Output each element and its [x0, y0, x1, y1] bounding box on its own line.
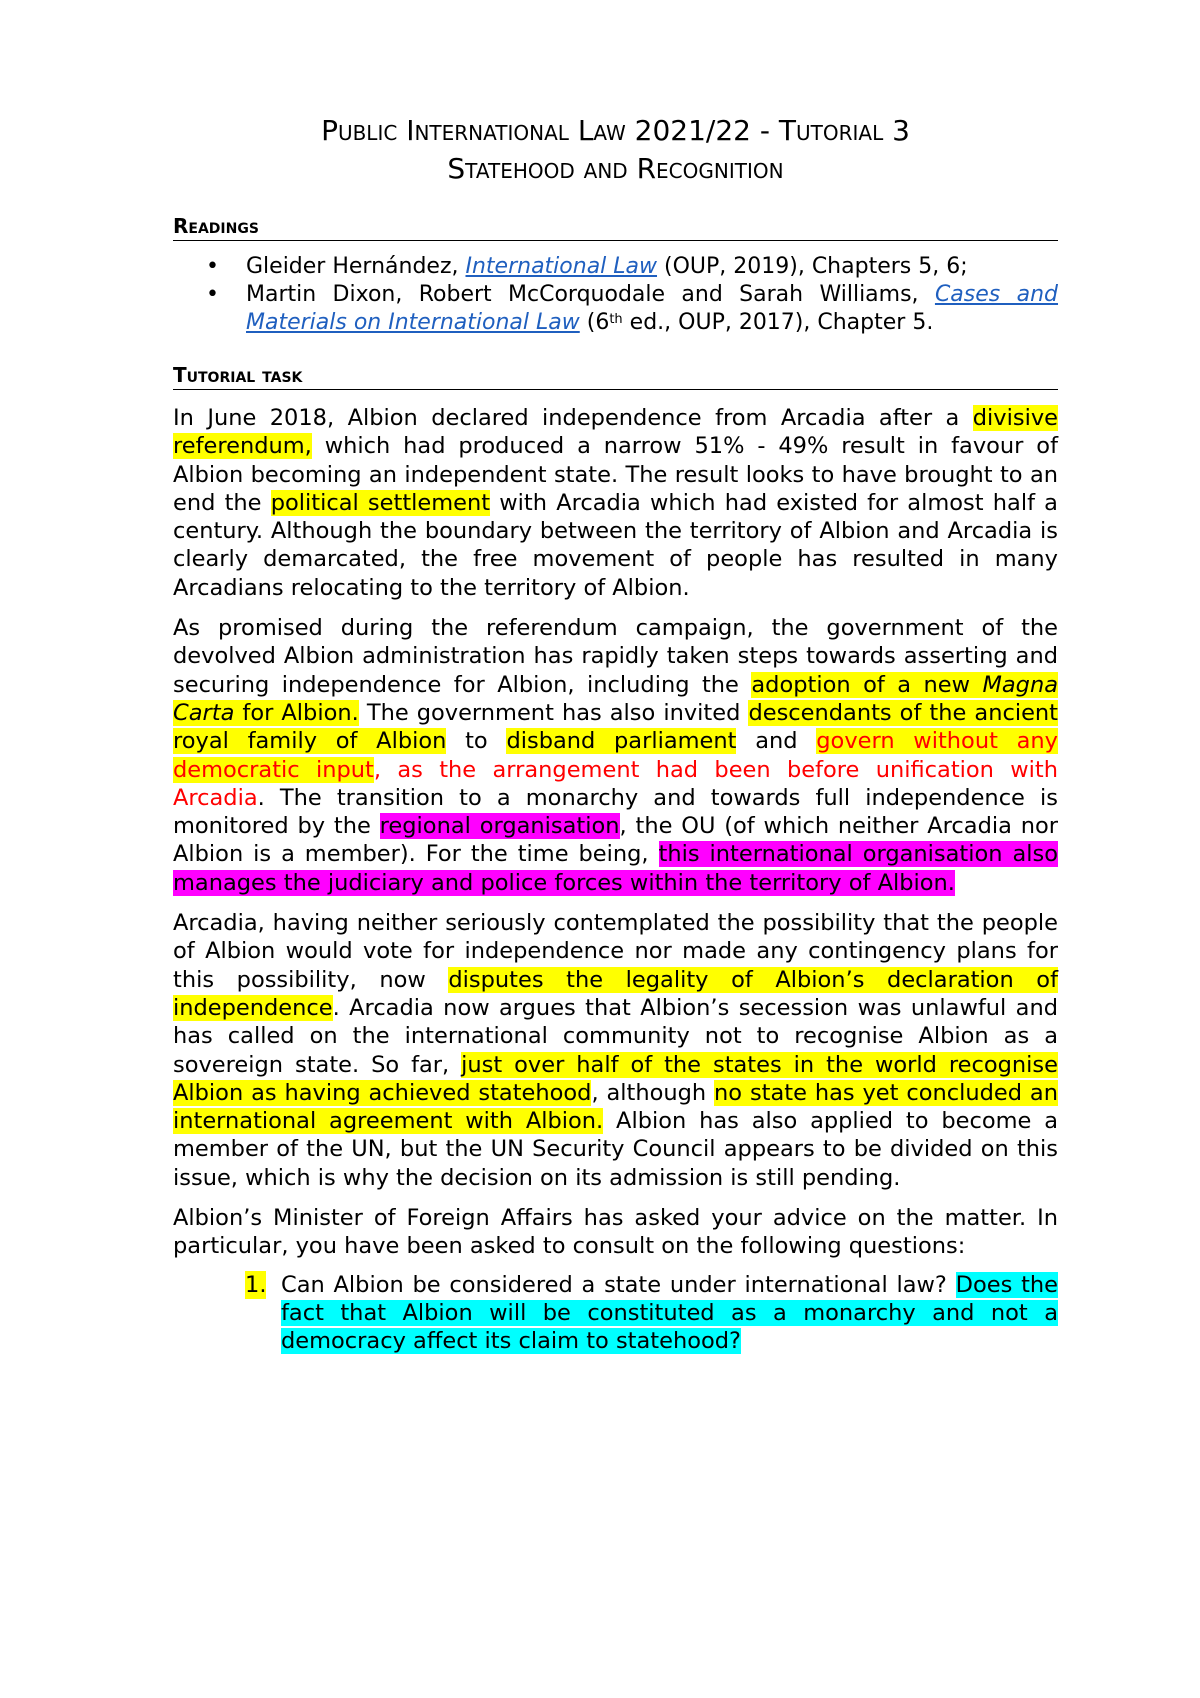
- text-run: to: [446, 728, 507, 755]
- highlight-disputes-legality: disputes the legality of Albion’s declaration of independence: [173, 966, 1058, 1021]
- readings-list: [173, 253, 1058, 337]
- highlight-judiciary-police: this international organisation also manages the judiciary and police forces within the territory of Albion.: [173, 841, 1058, 896]
- reading-item: [173, 281, 1058, 337]
- edition-superscript: th: [609, 312, 623, 327]
- tutorial-task-heading: Tutorial task: [173, 363, 1058, 390]
- reading-details: (OUP, 2019), Chapters 5, 6;: [657, 254, 968, 279]
- reading-edition: (6: [579, 310, 610, 335]
- reading-link-cases-and-materials[interactable]: Cases and Materials on International Law: [246, 282, 1059, 335]
- text-run: , the OU (of which neither Arcadia nor Albion is a member). For the time being,: [173, 813, 1058, 868]
- red-text-arrangement: , as the arrangement had been before unification with Arcadia: [173, 756, 1058, 811]
- reading-author: Gleider Hernández,: [246, 254, 466, 279]
- highlight-govern-without-input: govern without any democratic input: [173, 728, 1058, 783]
- readings-heading: Readings: [173, 214, 1058, 241]
- text-run: . The transition to a monarchy and towards full independence is monitored by the: [173, 784, 1058, 840]
- reading-link-international-law[interactable]: International Law: [465, 254, 658, 279]
- text-run: for Albion.: [234, 699, 359, 726]
- paragraph-3: [173, 909, 1058, 1192]
- bullet-icon: •: [206, 282, 219, 307]
- document-body: [173, 112, 1058, 1356]
- bullet-icon: •: [206, 254, 219, 279]
- reading-item: [173, 253, 1058, 281]
- text-run: , although: [591, 1079, 715, 1106]
- question-text: Can Albion be considered a state under international law?: [281, 1271, 956, 1298]
- reading-author: Martin Dixon, Robert McCorquodale and Sarah Williams,: [246, 282, 935, 307]
- question-number: 1.: [245, 1271, 267, 1298]
- text-run: and: [736, 728, 817, 755]
- questions-list: [173, 1271, 1058, 1356]
- highlight-recognition: just over half of the states in the world recognise Albion as having achieved statehood: [173, 1051, 1058, 1106]
- highlight-divisive-referendum: divisive referendum,: [173, 405, 1058, 460]
- text-run: which had produced a narrow 51% - 49% result in favour of Albion becoming an independent state. The result looks to have brought to an end the: [173, 433, 1058, 516]
- document-title: [173, 112, 1058, 188]
- text-run: As promised during the referendum campaign, the government of the devolved Albion administration has rapidly taken steps towards asserting and securing independence for Albion, including the: [173, 615, 1058, 698]
- magna-carta-italic: Magna Carta: [173, 671, 1058, 726]
- text-run: . Arcadia now argues that Albion’s secession was unlawful and has called on the international community not to recognise Albion as a sovereign state. So far,: [173, 994, 1058, 1078]
- highlight-political-settlement: political settlement: [270, 489, 491, 516]
- paragraph-2: [173, 614, 1058, 897]
- text-run: The government has also invited: [358, 699, 749, 726]
- highlight-regional-organisation: regional organisation: [379, 813, 620, 840]
- highlight-no-agreement: no state has yet concluded an international agreement with Albion.: [173, 1079, 1058, 1135]
- highlight-disband-parliament: disband parliament: [506, 728, 737, 755]
- question-item: [173, 1271, 1058, 1356]
- reading-details: ed., OUP, 2017), Chapter 5.: [622, 310, 934, 335]
- title-line-2: Statehood and Recognition: [447, 152, 784, 185]
- title-line-1: Public International Law 2021/22 - Tutorial 3: [321, 114, 910, 147]
- paragraph-1: [173, 404, 1058, 602]
- text-run: with Arcadia which had existed for almost half a century. Although the boundary between the territory of Albion and Arcadia is clearly demarcated, the free movement of people has resulted in many Arcadians relocating to the territory of Albion.: [173, 489, 1058, 601]
- text-run: In June 2018, Albion declared independence from Arcadia after a: [173, 405, 973, 431]
- paragraph-4: Albion’s Minister of Foreign Affairs has asked your advice on the matter. In particular, you have been asked to consult on the following questions:: [173, 1205, 1058, 1260]
- text-run: adoption of a new: [751, 671, 983, 698]
- highlight-monarchy-question: Does the fact that Albion will be constituted as a monarchy and not a democracy affect its claim to statehood?: [281, 1271, 1058, 1355]
- highlight-royal-family: descendants of the ancient royal family of Albion: [173, 699, 1059, 755]
- text-run: Albion has also applied to become a member of the UN, but the UN Security Council appears to be divided on this issue, which is why the decision on its admission is still pending.: [173, 1108, 1058, 1191]
- text-run: Arcadia, having neither seriously contemplated the possibility that the people of Albion would vote for independence nor made any contingency plans for this possibility, now: [173, 910, 1058, 993]
